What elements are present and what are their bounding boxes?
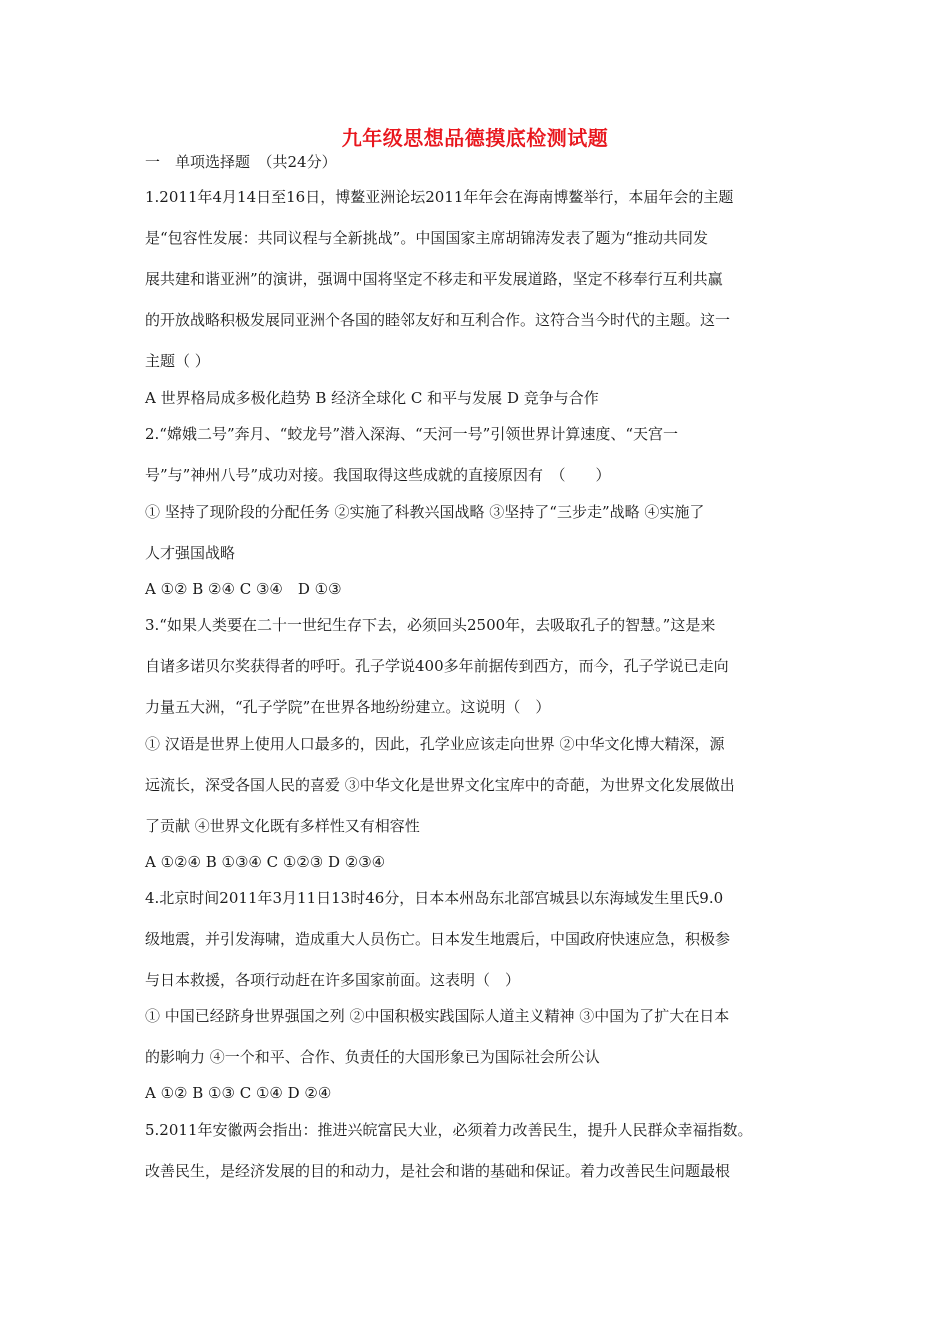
text-line: 人才强国战略: [145, 544, 236, 562]
answer-options: A ①②④ B ①③④ C ①②③ D ②③④: [145, 853, 386, 871]
answer-options: A 世界格局成多极化趋势 B 经济全球化 C 和平与发展 D 竞争与合作: [145, 389, 599, 407]
text-line: 的影响力 ④一个和平、合作、负责任的大国形象已为国际社会所公认: [145, 1048, 600, 1066]
text-line: 与日本救援，各项行动赶在许多国家前面。这表明（ ）: [145, 971, 521, 989]
answer-options: A ①② B ②④ C ③④ D ①③: [145, 580, 342, 598]
text-line: 了贡献 ④世界文化既有多样性又有相容性: [145, 817, 420, 835]
text-line: 级地震，并引发海啸，造成重大人员伤亡。日本发生地震后，中国政府快速应急，积极参: [145, 930, 731, 948]
text-line: 主题（ ）: [145, 352, 210, 370]
text-line: ① 中国已经跻身世界强国之列 ②中国积极实践国际人道主义精神 ③中国为了扩大在日本: [145, 1007, 730, 1025]
document-title: 九年级思想品德摸底检测试题: [341, 126, 609, 150]
text-line: 改善民生，是经济发展的目的和动力，是社会和谐的基础和保证。着力改善民生问题最根: [145, 1162, 731, 1180]
text-line: 4.北京时间2011年3月11日13时46分，日本本州岛东北部宫城县以东海域发生里氏9.0: [145, 889, 724, 907]
text-line: 3.“如果人类要在二十一世纪生存下去，必须回头2500年，去吸取孔子的智慧。”这是来: [145, 616, 716, 634]
section-header: 一 单项选择题 （共24分）: [145, 153, 337, 171]
text-line: 的开放战略积极发展同亚洲个各国的睦邻友好和互利合作。这符合当今时代的主题。这一: [145, 311, 731, 329]
text-line: 1.2011年4月14日至16日，博鳌亚洲论坛2011年年会在海南博鳌举行，本届年会的主题: [145, 188, 734, 206]
text-line: ① 坚持了现阶段的分配任务 ②实施了科教兴国战略 ③坚持了“三步走”战略 ④实施了: [145, 503, 705, 521]
text-line: 2.“嫦娥二号”奔月、“蛟龙号”潜入深海、“天河一号”引领世界计算速度、“天宫一: [145, 425, 678, 443]
text-line: 号”与”神州八号”成功对接。我国取得这些成就的直接原因有 （ ）: [145, 466, 611, 484]
answer-options: A ①② B ①③ C ①④ D ②④: [145, 1084, 332, 1102]
text-line: ① 汉语是世界上使用人口最多的，因此，孔学业应该走向世界 ②中华文化博大精深，源: [145, 735, 725, 753]
text-line: 展共建和谐亚洲”的演讲，强调中国将坚定不移走和平发展道路，坚定不移奉行互利共赢: [145, 270, 723, 288]
text-line: 是“包容性发展：共同议程与全新挑战”。中国国家主席胡锦涛发表了题为“推动共同发: [145, 229, 709, 247]
text-line: 远流长，深受各国人民的喜爱 ③中华文化是世界文化宝库中的奇葩，为世界文化发展做出: [145, 776, 735, 794]
text-line: 5.2011年安徽两会指出：推进兴皖富民大业，必须着力改善民生，提升人民群众幸福指数。: [145, 1121, 753, 1139]
text-line: 力量五大洲，“孔子学院”在世界各地纷纷建立。这说明（ ）: [145, 698, 551, 716]
text-line: 自诸多诺贝尔奖获得者的呼吁。孔子学说400多年前据传到西方，而今，孔子学说已走向: [145, 657, 729, 675]
